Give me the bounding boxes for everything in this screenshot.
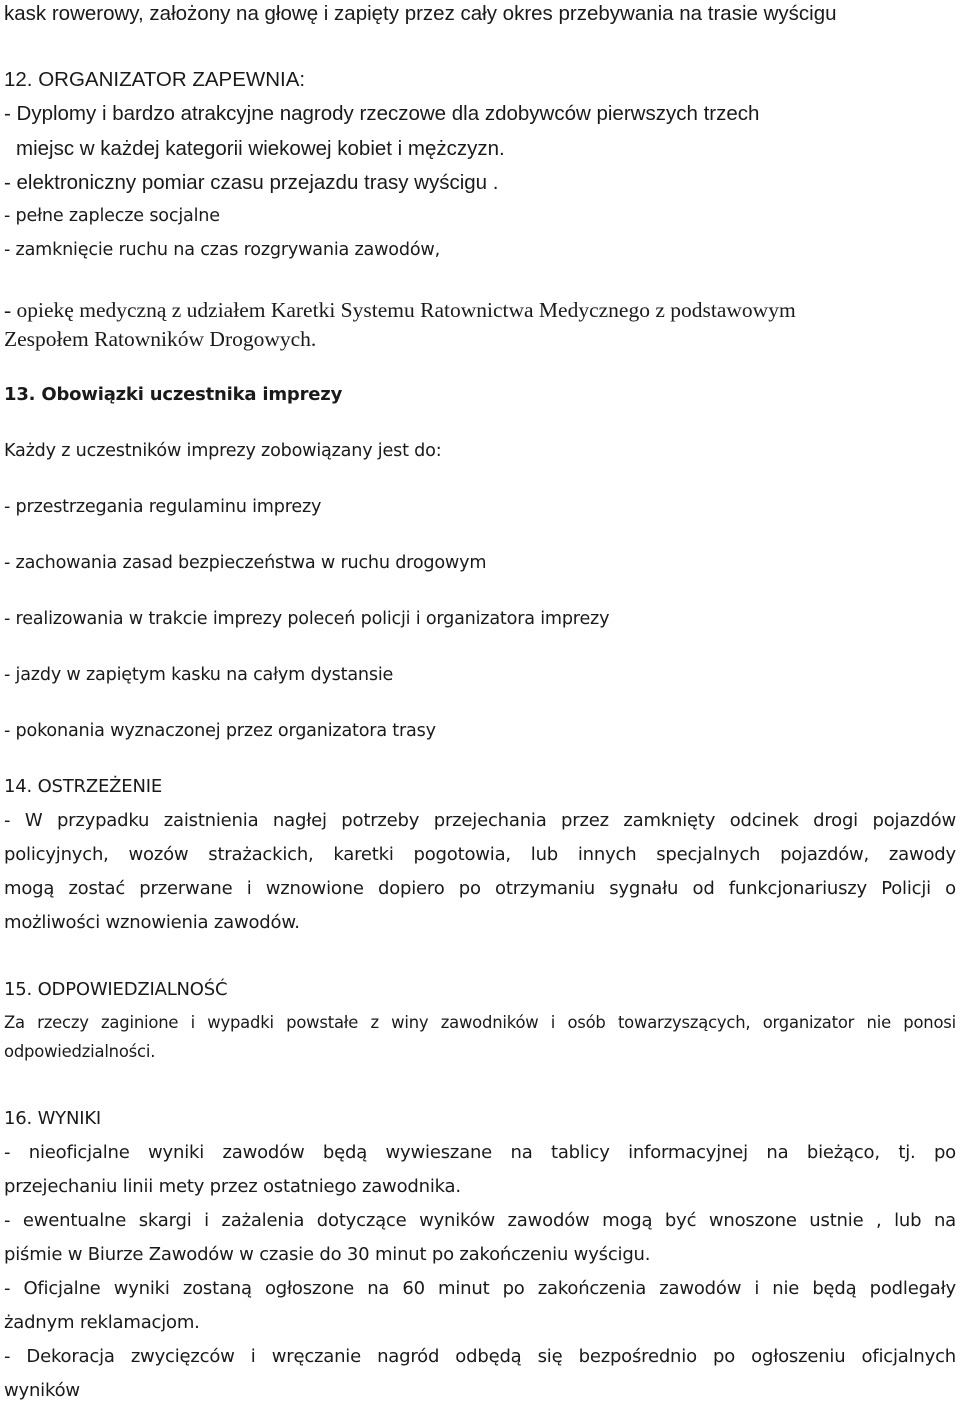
section-title: ORGANIZATOR ZAPEWNIA: [38, 68, 300, 91]
text-line: - elektroniczny pomiar czasu przejazdu trasy wyścigu .: [4, 171, 499, 194]
text-line: - ewentualne skargi i zażalenia dotyczące wyników zawodów mogą być wnoszone ustnie , lub na: [4, 1210, 956, 1231]
text-line: - nieoficjalne wyniki zawodów będą wywieszane na tablicy informacyjnej na bieżąco, tj. po: [4, 1142, 956, 1163]
text-line: - zamknięcie ruchu na czas rozgrywania zawodów,: [4, 240, 440, 260]
section-14-heading: [4, 775, 162, 799]
text-line: policyjnych, wozów strażackich, karetki pogotowia, lub innych specjalnych pojazdów, zawody: [4, 844, 956, 865]
list-item: - jazdy w zapiętym kasku na całym dystansie: [4, 665, 394, 685]
text-line: piśmie w Biurze Zawodów w czasie do 30 minut po zakończeniu wyścigu.: [4, 1244, 651, 1265]
text-line: - Oficjalne wyniki zostaną ogłoszone na 60 minut po zakończenia zawodów i nie będą podlegały: [4, 1278, 956, 1299]
text-line: wyników: [4, 1380, 80, 1401]
list-item: - pokonania wyznaczonej przez organizatora trasy: [4, 721, 436, 741]
text-line: - opiekę medyczną z udziałem Karetki Systemu Ratownictwa Medycznego z podstawowym: [4, 298, 796, 322]
section-number: 12.: [4, 68, 39, 91]
list-item: - realizowania w trakcie imprezy poleceń policji i organizatora imprezy: [4, 609, 610, 629]
text-line: Każdy z uczestników imprezy zobowiązany jest do:: [4, 441, 442, 461]
text-line: kask rowerowy, założony na głowę i zapięty przez cały okres przebywania na trasie wyścigu: [4, 2, 837, 25]
section-title: OSTRZEŻENIE: [37, 776, 163, 797]
text-line: odpowiedzialności.: [4, 1042, 156, 1061]
text-line: - Dekoracja zwycięzców i wręczanie nagród odbędą się bezpośrednio po ogłoszeniu oficjalnych: [4, 1346, 956, 1367]
text-line: żadnym reklamacjom.: [4, 1312, 200, 1333]
section-15-heading: [4, 978, 227, 1002]
section-number: 16.: [4, 1108, 38, 1129]
text-line: - W przypadku zaistnienia nagłej potrzeby przejechania przez zamknięty odcinek drogi pojazdów: [4, 810, 956, 831]
section-number: 14.: [4, 776, 38, 797]
text-line: Za rzeczy zaginione i wypadki powstałe z winy zawodników i osób towarzyszących, organizator nie ponosi: [4, 1013, 956, 1032]
text-line: - Dyplomy i bardzo atrakcyjne nagrody rzeczowe dla zdobywców pierwszych trzech: [4, 102, 760, 125]
section-number: 15.: [4, 979, 38, 1000]
text-line: miejsc w każdej kategorii wiekowej kobiet i mężczyzn.: [16, 137, 505, 160]
text-line: przejechaniu linii mety przez ostatniego zawodnika.: [4, 1176, 461, 1197]
section-title: ODPOWIEDZIALNOŚĆ: [37, 979, 228, 1000]
text-line: mogą zostać przerwane i wznowione dopiero po otrzymaniu sygnału od funkcjonariuszy Policji o: [4, 878, 956, 899]
text-line: możliwości wznowienia zawodów.: [4, 912, 300, 933]
list-item: - zachowania zasad bezpieczeństwa w ruchu drogowym: [4, 553, 487, 573]
section-13-heading: 13. Obowiązki uczestnika imprezy: [4, 384, 343, 405]
section-12-heading: 12. ORGANIZATOR ZAPEWNIA:: [4, 68, 306, 91]
section-title: WYNIKI: [37, 1108, 102, 1129]
text-line: Zespołem Ratowników Drogowych.: [4, 327, 317, 351]
list-item: - przestrzegania regulaminu imprezy: [4, 497, 322, 517]
section-16-heading: [4, 1107, 101, 1131]
text-line: - pełne zaplecze socjalne: [4, 206, 220, 226]
